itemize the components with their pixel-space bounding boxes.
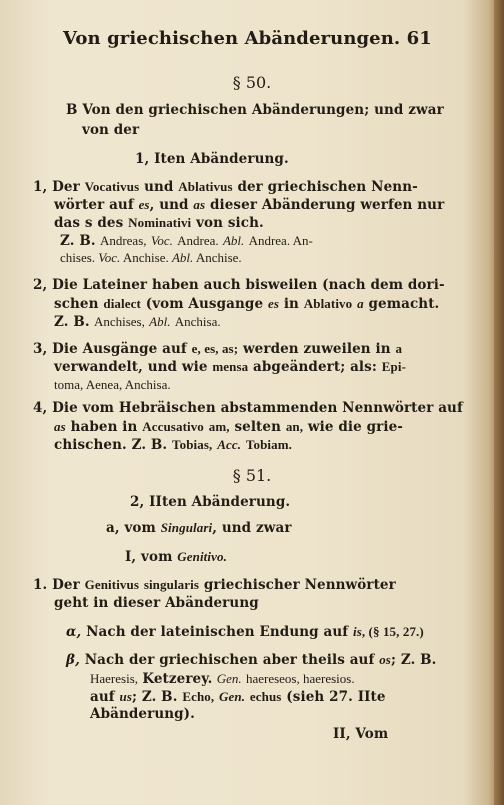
- text: Die Ausgänge auf: [52, 341, 187, 357]
- reference: , (§ 15, 27.): [361, 624, 424, 639]
- rule-3-line-1: [33, 342, 402, 357]
- text: a,: [106, 520, 120, 536]
- text: schen: [54, 296, 99, 312]
- subsection-b-text: Von den griechischen Abänderungen; und zwar: [82, 102, 444, 118]
- beta-line-3: [90, 690, 386, 705]
- latin-text: a: [357, 296, 364, 311]
- rule-2-line-1: [33, 279, 445, 293]
- text: das s des: [54, 215, 124, 231]
- text: ; Z. B.: [390, 652, 437, 668]
- text: (vom Ausgange: [145, 296, 264, 312]
- rule-2-line-3: [54, 315, 221, 330]
- rule-1-number: 1,: [33, 179, 48, 195]
- beta-line-2: [90, 672, 355, 687]
- text: Der: [52, 179, 80, 195]
- latin-text: Abl.: [222, 233, 245, 248]
- text: werden zuweilen in: [242, 341, 391, 357]
- abbreviation: Z. B.: [54, 314, 90, 330]
- latin-text: es: [267, 296, 279, 311]
- text: Der: [52, 577, 80, 593]
- latin-text: Andrea.: [177, 233, 219, 248]
- text: und zwar: [221, 520, 292, 536]
- rule-1-line-4: [60, 234, 313, 249]
- beta-line-4: Abänderung).: [90, 706, 195, 722]
- latin-text: haereseos, haeresios.: [245, 671, 355, 686]
- text: selten: [234, 419, 281, 435]
- latin-text: Gen.: [219, 689, 246, 704]
- latin-text: Acc.: [217, 437, 242, 452]
- text: in: [283, 296, 299, 312]
- beta-line-1: [66, 653, 436, 668]
- latin-text: Tobiam.: [245, 437, 292, 452]
- latin-text: an,: [285, 419, 304, 434]
- latin-text: Singulari: [160, 520, 213, 535]
- subsection-b-marker: B: [66, 102, 78, 118]
- page-number: 61: [406, 28, 432, 49]
- text: vom: [141, 549, 173, 565]
- text: gemacht.: [368, 296, 440, 312]
- latin-text: as: [54, 419, 66, 434]
- latin-text: os: [379, 652, 391, 667]
- text: wörter auf: [54, 197, 134, 213]
- latin-text: Abl.: [171, 250, 194, 265]
- latin-text: as: [193, 197, 206, 212]
- latin-text: Genitivus: [84, 577, 139, 592]
- text: wie die grie-: [307, 419, 403, 435]
- rule-4-number: 4,: [33, 400, 48, 416]
- latin-text: Anchisa.: [174, 314, 221, 329]
- rule-2-number: 2,: [33, 277, 48, 293]
- declension-2-number: 2,: [130, 494, 145, 510]
- latin-text: us: [119, 689, 132, 704]
- latin-text: es: [138, 197, 150, 212]
- rule-4-line-1: [33, 402, 463, 416]
- latin-text: Andrea. An-: [248, 233, 313, 248]
- latin-text: Voc.: [98, 250, 121, 265]
- beta-marker: β,: [66, 652, 80, 668]
- text: (sieh 27. IIte: [286, 689, 386, 705]
- text: ,: [212, 520, 218, 536]
- alpha-line: [66, 625, 424, 640]
- latin-text: am,: [208, 419, 230, 434]
- genitive-heading: [125, 550, 227, 565]
- paragraph-1-line-2: geht in dieser Abänderung: [54, 595, 259, 611]
- text: vom: [124, 520, 156, 536]
- latin-text: Nominativi: [128, 215, 192, 230]
- text: haben in: [70, 419, 138, 435]
- text: und: [144, 179, 174, 195]
- rule-2-line-2: [54, 297, 439, 312]
- rule-4-line-3: [54, 438, 292, 453]
- text: Nach der lateinischen Endung auf: [86, 624, 349, 640]
- text: verwandelt, und wie: [54, 359, 208, 375]
- singular-heading: [106, 521, 292, 536]
- latin-text: Haeresis,: [90, 671, 139, 686]
- latin-text: e, es, as;: [191, 341, 239, 356]
- text: der griechischen Nenn-: [237, 179, 418, 195]
- running-head-title: Von griechischen Abänderungen.: [63, 28, 401, 49]
- text: dieser Abänderung werfen nur: [209, 197, 445, 213]
- rule-3-line-2: [54, 360, 406, 375]
- rule-1-line-1: [33, 180, 418, 195]
- latin-text: chises.: [60, 250, 96, 265]
- alpha-marker: α,: [66, 624, 82, 640]
- rule-1-line-2: [54, 198, 444, 213]
- subsection-b-line-2: von der: [82, 122, 140, 138]
- latin-text: singularis: [143, 577, 199, 592]
- rule-3-line-3: toma, Aenea, Anchisa.: [54, 377, 171, 392]
- latin-text: Echo,: [182, 689, 215, 704]
- text: ; Z. B.: [131, 689, 178, 705]
- text: griechischer Nennwörter: [203, 577, 396, 593]
- declension-2-label: IIten Abänderung.: [149, 494, 291, 510]
- text: Die vom Hebräischen abstammenden Nennwörter auf: [52, 400, 463, 416]
- text: , und: [149, 197, 189, 213]
- declension-2-heading: [130, 496, 290, 510]
- subsection-b-line-1: [66, 104, 444, 118]
- latin-text: Gen.: [216, 671, 242, 686]
- rule-4-line-2: [54, 420, 403, 435]
- latin-text: Anchises,: [93, 314, 145, 329]
- latin-text: Tobias,: [172, 437, 213, 452]
- text: auf: [90, 689, 115, 705]
- latin-text: Ablativo: [303, 296, 353, 311]
- rule-1-line-5: [60, 251, 242, 264]
- latin-text: Ablativus: [178, 179, 233, 194]
- declension-1-label: Iten Abänderung.: [154, 151, 289, 167]
- latin-text: mensa: [212, 359, 249, 374]
- latin-text: Andreas,: [99, 233, 147, 248]
- rule-1-line-3: [54, 216, 264, 231]
- abbreviation: Z. B.: [60, 233, 96, 249]
- text: I,: [125, 549, 137, 565]
- text: Ketzerey.: [142, 671, 213, 687]
- text: Nach der griechischen aber theils auf: [84, 652, 375, 668]
- latin-text: Epi-: [381, 359, 407, 374]
- latin-text: Anchise.: [122, 250, 169, 265]
- latin-text: Genitivo.: [177, 549, 227, 564]
- rule-3-number: 3,: [33, 341, 48, 357]
- declension-1-heading: [135, 153, 289, 167]
- paragraph-1-line-1: [33, 578, 396, 593]
- text: chischen. Z. B.: [54, 437, 168, 453]
- declension-1-number: 1,: [135, 151, 150, 167]
- latin-text: Anchise.: [195, 250, 242, 265]
- latin-text: dialect: [103, 296, 141, 311]
- latin-text: a: [395, 341, 403, 356]
- section-51-heading: § 51.: [232, 466, 272, 485]
- section-50-heading: § 50.: [232, 73, 272, 92]
- latin-text: is: [352, 624, 362, 639]
- text: von sich.: [196, 215, 264, 231]
- text: Die Lateiner haben auch bisweilen (nach dem dori-: [52, 277, 445, 293]
- paragraph-1-number: 1.: [33, 577, 48, 593]
- latin-text: Vocativus: [84, 179, 140, 194]
- latin-text: Abl.: [149, 314, 171, 329]
- text: abgeändert; als:: [253, 359, 377, 375]
- latin-text: echus: [249, 689, 282, 704]
- page-edge: [494, 0, 504, 805]
- catchword: II, Vom: [333, 726, 389, 742]
- running-head: [63, 30, 432, 48]
- latin-text: Voc.: [150, 233, 173, 248]
- latin-text: Accusativo: [142, 419, 204, 434]
